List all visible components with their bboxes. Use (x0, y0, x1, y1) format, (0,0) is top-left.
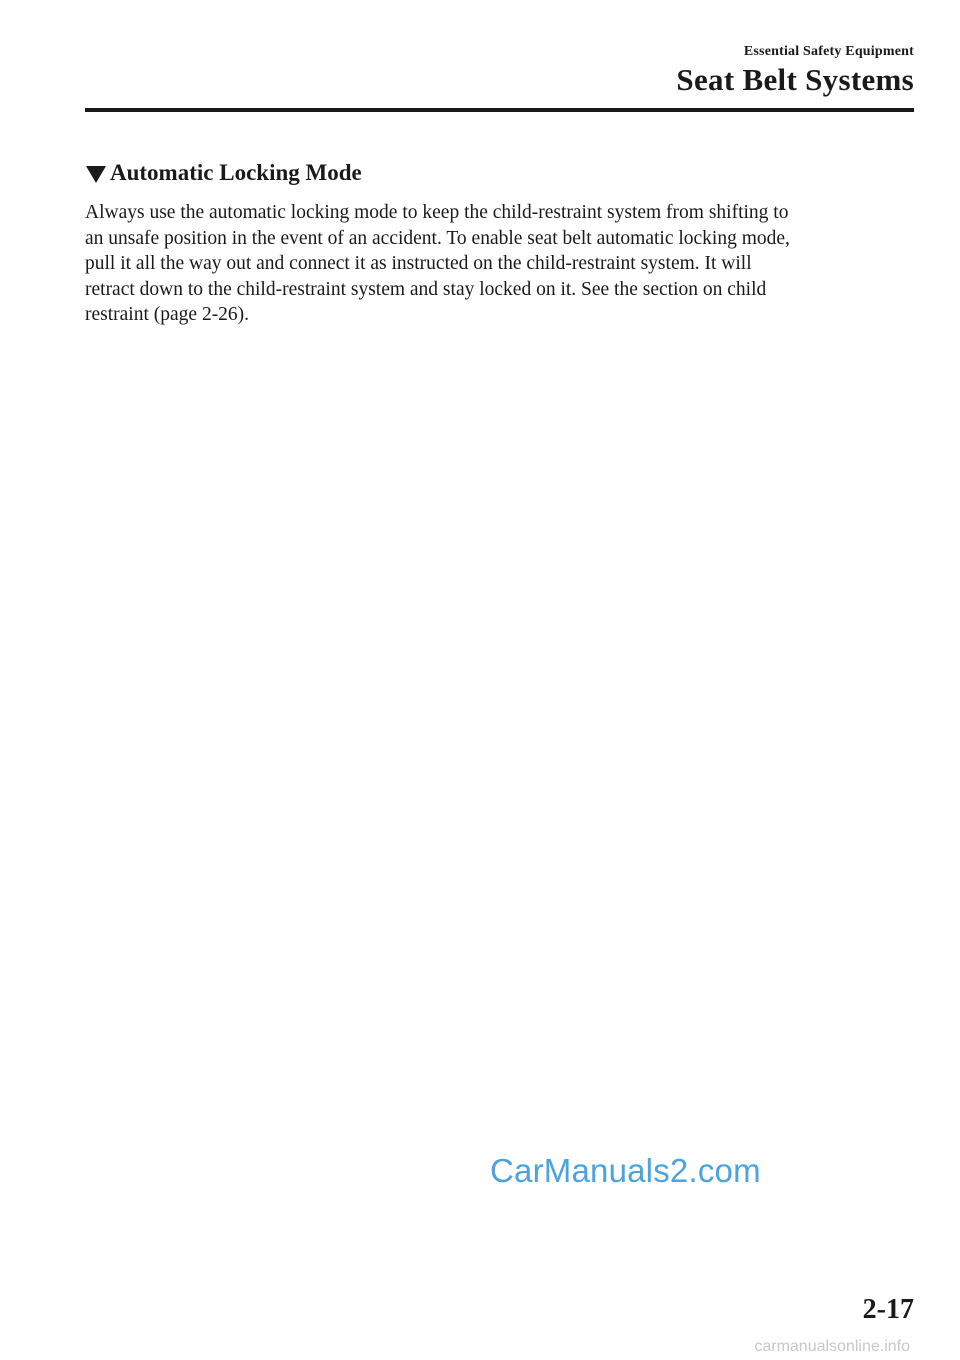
paragraph-line: Always use the automatic locking mode to keep the child-restraint system from shifting to (85, 202, 789, 223)
page-number: 2-17 (862, 1294, 914, 1325)
paragraph-line: retract down to the child-restraint system and stay locked on it. See the section on child (85, 278, 767, 300)
paragraph-line: restraint (page 2-26). (85, 304, 250, 326)
section-heading-text: Automatic Locking Mode (110, 160, 362, 185)
site-watermark: CarManuals2.com (490, 1152, 761, 1189)
section-label: Essential Safety Equipment (743, 44, 914, 59)
body-paragraph (85, 200, 925, 328)
section-heading (86, 158, 362, 188)
triangle-down-icon (86, 166, 106, 183)
paragraph-line: pull it all the way out and connect it as instructed on the child-restraint system. It will (85, 253, 752, 275)
paragraph-line: an unsafe position in the event of an accident. To enable seat belt automatic locking mode, (85, 227, 790, 249)
footer-watermark: carmanualsonline.info (754, 1338, 910, 1355)
header-divider (85, 108, 914, 112)
page-title: Seat Belt Systems (676, 62, 914, 97)
